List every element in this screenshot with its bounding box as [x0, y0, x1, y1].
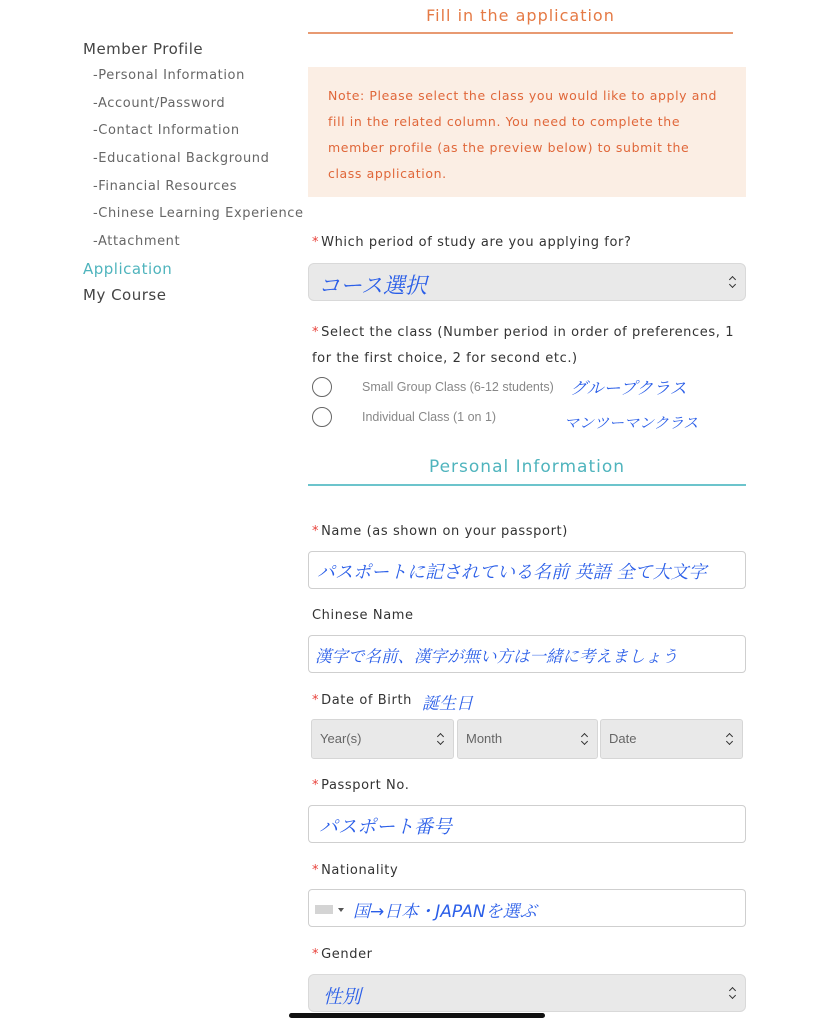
class-select-label-line1: Select the class (Number period in order of preferences, 1 — [321, 325, 735, 340]
sidebar-item-personal-information[interactable]: -Personal Information — [93, 68, 245, 83]
period-label — [312, 235, 632, 250]
class-select-label — [312, 320, 742, 372]
radio-label: Small Group Class (6-12 students) — [362, 380, 554, 394]
gender-label-text: Gender — [321, 947, 373, 962]
flag-icon[interactable] — [315, 905, 333, 914]
passport-annotation: パスポート番号 — [319, 816, 453, 838]
name-annotation: パスポートに記されている名前 英語 全て大文字 — [317, 562, 707, 583]
chinese-name-input[interactable] — [308, 635, 746, 673]
period-label-text: Which period of study are you applying for? — [321, 235, 632, 250]
personal-information-title: Personal Information — [428, 457, 626, 477]
chevron-updown-icon — [437, 733, 445, 745]
sidebar-item-member-profile[interactable]: Member Profile — [83, 40, 204, 58]
chinese-name-annotation: 漢字で名前、漢字が無い方は一緒に考えましょう — [315, 647, 678, 666]
sidebar — [83, 36, 303, 308]
chevron-updown-icon — [729, 276, 737, 288]
sidebar-item-financial-resources[interactable]: -Financial Resources — [93, 178, 238, 194]
period-annotation: コース選択 — [318, 274, 427, 299]
sidebar-item-my-course[interactable]: My Course — [83, 285, 167, 304]
required-marker: * — [312, 947, 320, 962]
page-title: Fill in the application — [426, 6, 615, 25]
radio-button[interactable] — [312, 407, 332, 427]
nationality-input[interactable] — [308, 889, 746, 927]
radio-button[interactable] — [312, 377, 332, 397]
dob-label-text: Date of Birth — [321, 693, 412, 708]
required-marker: * — [312, 863, 320, 878]
sidebar-item-account-password[interactable]: -Account/Password — [93, 95, 226, 111]
dob-label — [312, 693, 412, 708]
dob-year-select[interactable] — [311, 719, 454, 759]
passport-input[interactable] — [308, 805, 746, 843]
dob-month-select[interactable] — [457, 719, 598, 759]
passport-label — [312, 778, 409, 793]
chevron-updown-icon — [729, 987, 737, 999]
sidebar-item-contact-information[interactable]: -Contact Information — [93, 123, 240, 139]
personal-information-divider — [308, 484, 746, 486]
radio-individual[interactable] — [312, 405, 496, 429]
gender-annotation: 性別 — [323, 986, 362, 1008]
sidebar-item-educational-background[interactable]: -Educational Background — [93, 151, 270, 167]
sidebar-item-application[interactable]: Application — [83, 259, 173, 278]
note-box: Note: Please select the class you would like to apply and fill in the related column. You need to complete the member profile (as the preview below) to submit the class application. — [308, 67, 746, 197]
individual-annotation: マンツーマンクラス — [564, 414, 699, 432]
sidebar-item-chinese-learning-experience[interactable]: -Chinese Learning Experience — [93, 206, 304, 222]
chevron-updown-icon — [581, 733, 589, 745]
caret-down-icon[interactable] — [338, 908, 344, 912]
home-indicator[interactable] — [289, 1013, 545, 1018]
chinese-name-label: Chinese Name — [312, 608, 414, 623]
class-select-label-line2: for the first choice, 2 for second etc.) — [312, 351, 578, 366]
nationality-annotation: 国→日本・JAPANを選ぶ — [353, 902, 537, 922]
name-input[interactable] — [308, 551, 746, 589]
gender-label — [312, 947, 373, 962]
required-marker: * — [312, 524, 320, 539]
name-label-text: Name (as shown on your passport) — [321, 524, 568, 539]
title-divider — [308, 32, 733, 34]
required-marker: * — [312, 778, 320, 793]
dob-month-value: Month — [466, 731, 503, 746]
passport-label-text: Passport No. — [321, 778, 410, 793]
nationality-label — [312, 863, 398, 878]
gender-select[interactable] — [308, 974, 746, 1012]
name-label — [312, 524, 568, 539]
chevron-updown-icon — [726, 733, 734, 745]
dob-year-value: Year(s) — [320, 731, 362, 746]
radio-label: Individual Class (1 on 1) — [362, 410, 497, 424]
small-group-annotation: グループクラス — [570, 379, 687, 399]
dob-annotation: 誕生日 — [422, 694, 473, 714]
required-marker: * — [312, 235, 320, 250]
sidebar-item-attachment[interactable]: -Attachment — [93, 234, 181, 250]
dob-date-select[interactable] — [600, 719, 743, 759]
dob-date-value: Date — [609, 731, 637, 746]
radio-small-group[interactable] — [312, 375, 554, 399]
nationality-label-text: Nationality — [321, 863, 399, 878]
required-marker: * — [312, 693, 320, 708]
required-marker: * — [312, 325, 320, 340]
